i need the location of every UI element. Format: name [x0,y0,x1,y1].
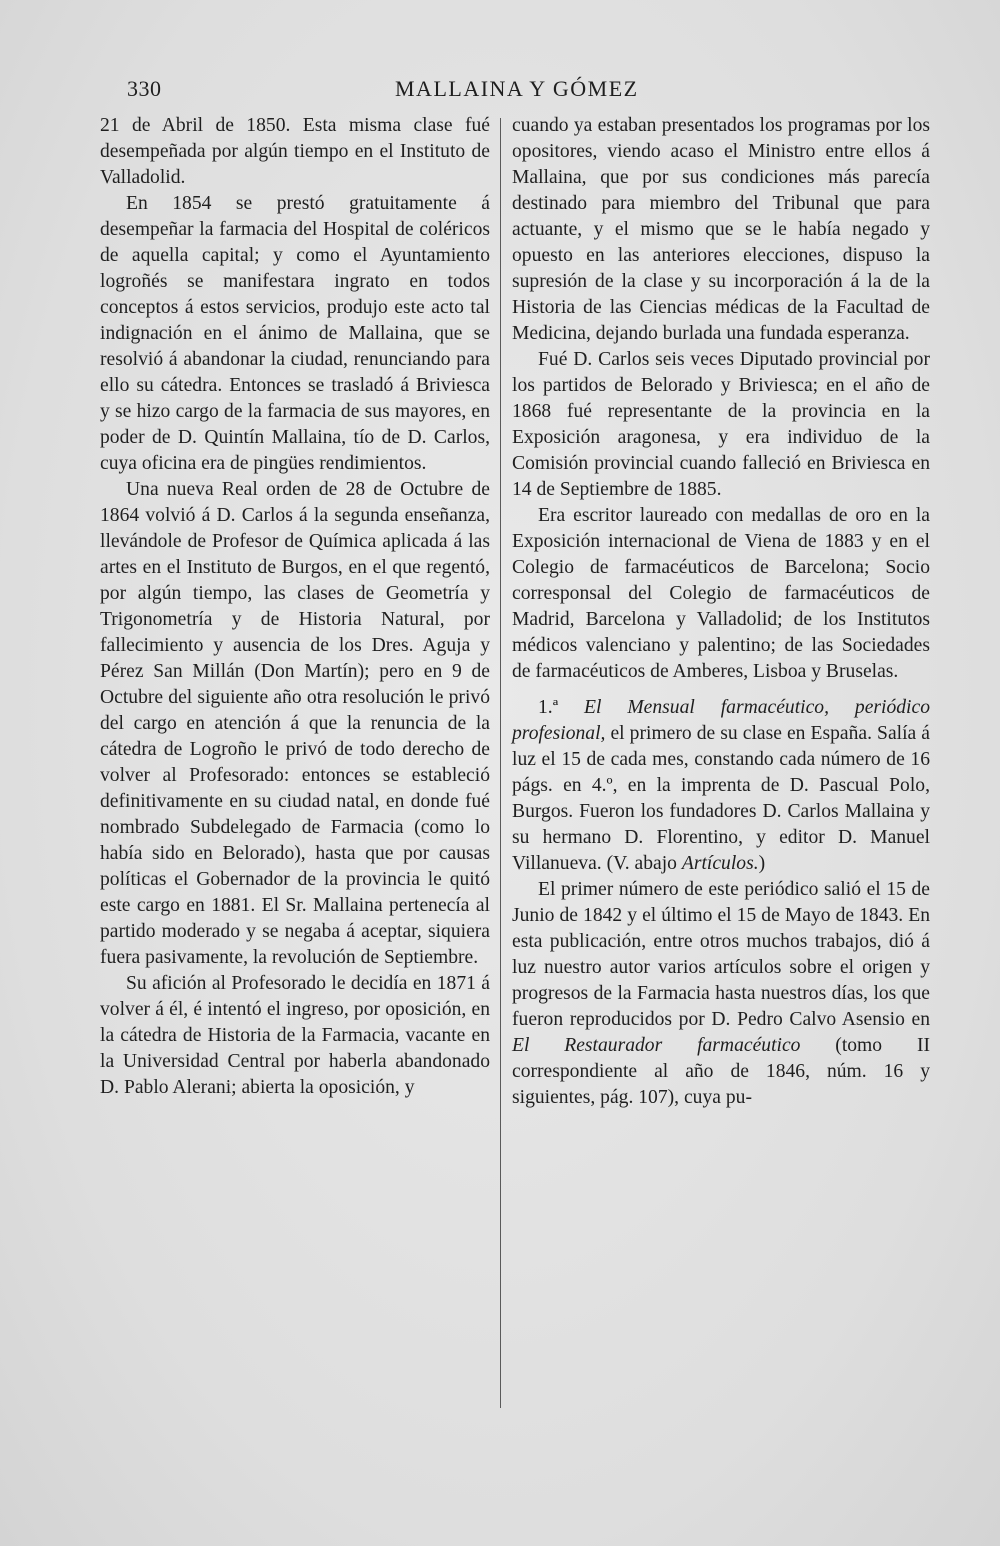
cross-reference: Artículos. [681,853,759,874]
paragraph: Era escritor laureado con medallas de oro en la Exposición internacional de Viena de 1883 y en el Colegio de farmacéuticos de Barcelona; Socio corresponsal del Colegio de farmacéuticos de Madrid, Barcelona y Valladolid; de los Institutos médicos valenciano y palentino; de las Sociedades de farmacéuticos de Amberes, Lisboa y Bruselas. [512,505,930,682]
entry-text: el primero de su clase en España. Salía á luz el 15 de cada mes, constando cada número de 16 págs. en 4.º, en la imprenta de D. Pascual Polo, Burgos. Fueron los fundadores D. Carlos Mallaina y su hermano D. Florentino, y editor D. Manuel Villanueva. (V. abajo [512,723,930,874]
paragraph: Una nueva Real orden de 28 de Octubre de 1864 volvió á D. Carlos á la segunda enseñanza, llevándole de Profesor de Química aplicada á las artes en el Instituto de Burgos, en el que regentó, por algún tiempo, las clases de Geometría y Trigonometría y de Historia Natural, por fallecimiento y ausencia de los Dres. Aguja y Pérez San Millán (Don Martín); pero en 9 de Octubre del siguiente año otra resolución le privó del cargo en atención á que la renuncia de la cátedra de Logroño le privó de todo derecho de volver al Profesorado: entonces se estableció definitivamente en su ciudad natal, en donde fué nombrado Subdelegado de Farmacia (como lo había sido en Belorado), hasta que por causas políticas el Gobernador de la provincia le quitó este cargo en 1881. El Sr. Mallaina pertenecía al partido moderado y se negaba á aceptar, siquiera fuera pasivamente, la revolución de Septiembre. [100,479,490,968]
paragraph: Fué D. Carlos seis veces Diputado provincial por los partidos de Belorado y Briviesca; en el año de 1868 fué representante de la provincia en la Exposición aragonesa, y era individuo de la Comisión provincial cuando falleció en Briviesca en 14 de Septiembre de 1885. [512,349,930,500]
bibliography-entry [512,695,930,877]
paragraph: 21 de Abril de 1850. Esta misma clase fué desempeñada por algún tiempo en el Instituto de Valladolid. [100,115,490,188]
paragraph: Su afición al Profesorado le decidía en 1871 á volver á él, é intentó el ingreso, por oposición, en la cátedra de Historia de la Farmacia, vacante en la Universidad Central por haberla abandonado D. Pablo Alerani; abierta la oposición, y [100,973,490,1098]
publication-title: El Restaurador farmacéutico [512,1035,801,1056]
entry-number: 1.ª [538,697,559,718]
column-divider [500,118,501,1408]
running-head: MALLAINA Y GÓMEZ [395,76,639,101]
paragraph [512,877,930,1111]
left-column [100,113,490,1101]
paragraph: En 1854 se prestó gratuitamente á desempeñar la farmacia del Hospital de coléricos de aquella capital; y como el Ayuntamiento logroñés se manifestara ingrato en todos conceptos á estos servicios, produjo este acto tal indignación en el ánimo de Mallaina, que se resolvió á abandonar la ciudad, renunciando para ello su cátedra. Entonces se trasladó á Briviesca y se hizo cargo de la farmacia de sus mayores, en poder de D. Quintín Mallaina, tío de D. Carlos, cuya oficina era de pingües rendimientos. [100,193,490,474]
publication-title: El Mensual farmacéutico, periódico profesional, [512,697,930,744]
paragraph-text: (tomo II correspondiente al año de 1846, núm. 16 y siguientes, pág. 107), cuya pu- [512,1035,930,1108]
paragraph-text: El primer número de este periódico salió el 15 de Junio de 1842 y el último el 15 de Mayo de 1843. En esta publicación, entre otros muchos trabajos, dió á luz nuestro autor varios artículos sobre el origen y progresos de la Farmacia hasta nuestros días, los que fueron reproducidos por D. Pedro Calvo Asensio en [512,879,930,1030]
entry-close: ) [758,853,766,874]
right-column [512,113,930,1111]
page-number: 330 [127,76,162,101]
paragraph: cuando ya estaban presentados los programas por los opositores, viendo acaso el Ministro entre ellos á Mallaina, que por sus condiciones más parecía destinado para miembro del Tribunal que para actuante, y el mismo que se le había negado y opuesto en las anteriores elecciones, dispuso la supresión de la clase y su incorporación á la de la Historia de las Ciencias médicas de la Facultad de Medicina, dejando burlada una fundada esperanza. [512,115,930,344]
